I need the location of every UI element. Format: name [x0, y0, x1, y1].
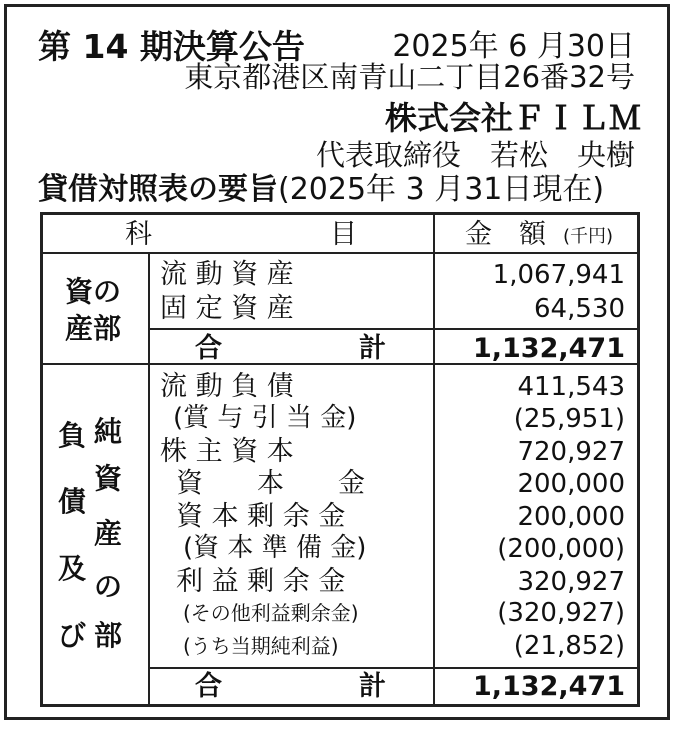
liab-label-char: 及	[57, 552, 86, 585]
assets-total-divider	[148, 328, 637, 330]
net-assets-label-char: の	[93, 570, 122, 603]
subtitle-date: (2025年 3 月31日現在)	[278, 172, 605, 207]
net-assets-label-char: 純	[93, 415, 122, 448]
assets-total-label-1: 合	[195, 333, 222, 364]
section-divider	[43, 363, 637, 365]
liability-item-value: 411,543	[517, 372, 625, 402]
equity-item-name: 資 本 金	[176, 468, 365, 499]
net-assets-label-char: 資	[93, 462, 122, 495]
liab-label-char: び	[57, 619, 86, 652]
liabilities-total-value: 1,132,471	[472, 671, 625, 702]
assets-section-label-2: 産部	[65, 312, 122, 345]
amount-column-divider	[433, 215, 435, 704]
liabilities-total-label-1: 合	[195, 671, 222, 702]
net-assets-label-char: 部	[93, 619, 122, 652]
company-name: 株式会社ＦＩＬＭ	[384, 99, 641, 137]
assets-total-value: 1,132,471	[472, 333, 625, 364]
header-amount: 金 額	[465, 219, 546, 250]
asset-item-name: 固 定 資 産	[160, 293, 294, 324]
asset-item-name: 流 動 資 産	[160, 259, 294, 290]
subtitle-main: 貸借対照表の要旨	[38, 172, 278, 207]
header-item-1: 科	[125, 219, 152, 250]
header-unit: (千円)	[563, 226, 614, 247]
equity-item-value: 200,000	[517, 502, 625, 532]
equity-item-name: 利 益 剰 余 金	[176, 566, 346, 597]
equity-item-value: 720,927	[517, 437, 625, 467]
balance-sheet-table	[40, 212, 640, 707]
asset-item-value: 64,530	[534, 294, 625, 324]
equity-item-name: 株 主 資 本	[160, 436, 294, 467]
company-address: 東京都港区南青山二丁目26番32号	[184, 60, 635, 94]
liabilities-total-divider	[148, 667, 637, 669]
assets-section-label-1: 資の	[65, 275, 122, 308]
assets-total-label-2: 計	[359, 333, 386, 364]
equity-item-value: 200,000	[517, 469, 625, 499]
asset-item-value: 1,067,941	[492, 260, 625, 290]
label-column-divider	[148, 252, 150, 704]
liability-item-name: (賞 与 引 当 金)	[173, 403, 357, 433]
liab-label-char: 負	[57, 419, 86, 452]
equity-item-value: (200,000)	[497, 534, 625, 564]
equity-item-value: (320,927)	[497, 598, 625, 628]
balance-sheet-subtitle	[38, 172, 605, 207]
header-item-2: 目	[330, 219, 357, 250]
equity-item-value: 320,927	[517, 567, 625, 597]
equity-item-name: 資 本 剰 余 金	[176, 501, 346, 532]
representative: 代表取締役 若松 央樹	[315, 138, 635, 172]
equity-item-name: (その他利益剰余金)	[183, 601, 359, 625]
liab-label-char: 債	[57, 485, 86, 518]
net-assets-label-char: 産	[93, 517, 122, 550]
equity-item-value: (21,852)	[513, 631, 625, 661]
equity-item-name: (資 本 準 備 金)	[183, 533, 367, 563]
equity-item-name: (うち当期純利益)	[183, 634, 339, 658]
liability-item-name: 流 動 負 債	[160, 371, 294, 402]
header-divider	[43, 252, 637, 254]
liability-item-value: (25,951)	[513, 404, 625, 434]
notice-title: 第 14 期決算公告	[38, 27, 305, 66]
notice-date: 2025年 6 月30日	[392, 29, 635, 64]
liabilities-total-label-2: 計	[359, 671, 386, 702]
